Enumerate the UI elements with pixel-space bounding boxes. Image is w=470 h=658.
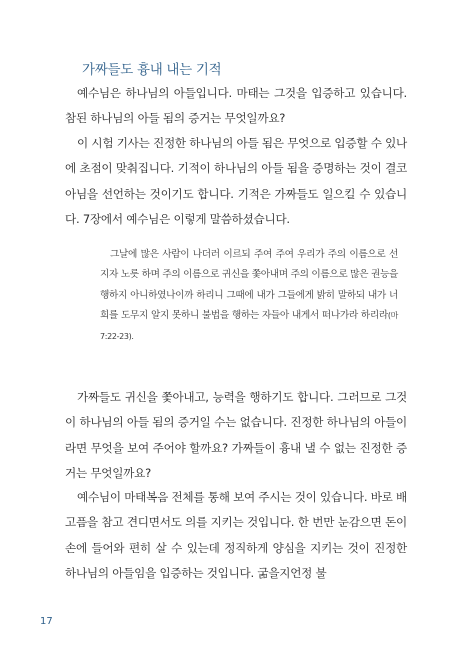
scripture-reference: (마 7:22-23). <box>100 311 398 341</box>
paragraph-3-text: 가짜들도 귀신을 쫓아내고, 능력을 행하기도 합니다. 그러므로 그것이 하나님의 아들 됨의 증거일 수는 없습니다. 진정한 하나님의 아들이라면 무엇을 보여 주어야 할까요? 가짜들이 흉내 낼 수 없는 진정한 증거는 무엇일까요? <box>65 390 407 480</box>
paragraph-2-text: 이 시험 기사는 진정한 하나님의 아들 됨은 무엇으로 입증할 수 있나에 초점이 맞춰집니다. 기적이 하나님의 아들 됨을 증명하는 것이 결코 아님을 선언하는 것이기도 합니다. 기적은 가짜들도 일으킬 수 있습니다. 7장에서 예수님은 이렇게 말씀하셨습니다. <box>65 136 407 226</box>
paragraph-3 <box>65 385 407 486</box>
paragraph-2 <box>65 131 407 232</box>
paragraph-4-text: 예수님이 마태복음 전체를 통해 보여 주시는 것이 있습니다. 바로 배고픔을 참고 견디면서도 의를 지키는 것입니다. 한 번만 눈감으면 돈이 손에 들어와 편히 살 수 있는데 정직하게 양심을 지키는 것이 진정한 하나님의 아들임을 입증하는 것입니다. 굶을지언정 불 <box>65 490 407 580</box>
section-heading: 가짜들도 흉내 내는 기적 <box>82 62 222 78</box>
scripture-quote <box>100 245 398 347</box>
page-number: 17 <box>40 616 53 627</box>
paragraph-4 <box>65 485 407 586</box>
paragraph-1-text: 예수님은 하나님의 아들입니다. 마태는 그것을 입증하고 있습니다. 참된 하나님의 아들 됨의 증거는 무엇일까요? <box>65 86 407 126</box>
scripture-quote-text: 그날에 많은 사람이 나더러 이르되 주여 주여 우리가 주의 이름으로 선지자 노릇 하며 주의 이름으로 귀신을 쫓아내며 주의 이름으로 많은 권능을 행하지 아니하였나이까 하리니 그때에 내가 그들에게 밝히 말하되 내가 너희를 도무지 알지 못하니 불법을 행하는 자들아 내게서 떠나가라 하리라 <box>100 249 398 322</box>
paragraph-1 <box>65 81 407 132</box>
